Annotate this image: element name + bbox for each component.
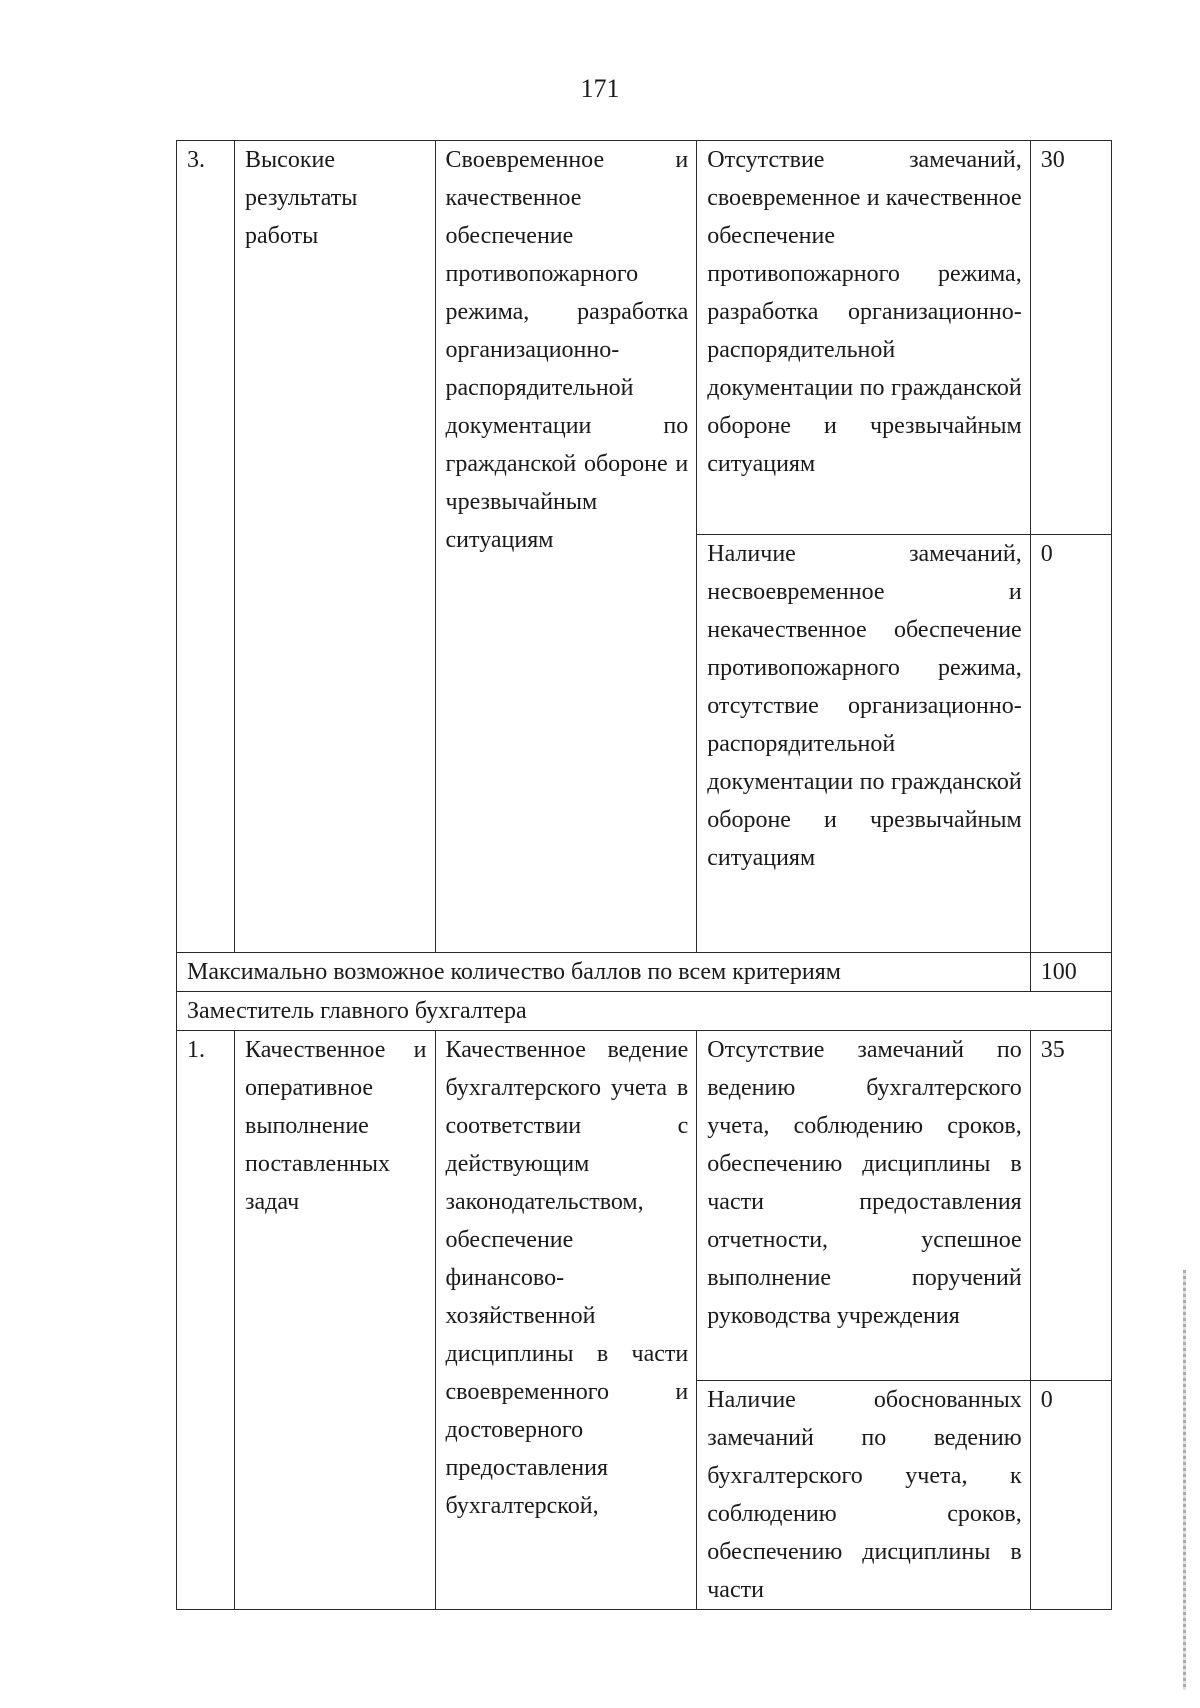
condition-cell: Наличие обоснованных замечаний по ведению бухгалтерского учета, к соблюдению сроков, обеспечению дисциплины в части (697, 1381, 1030, 1610)
page-number: 171 (580, 74, 620, 103)
table-row (177, 141, 1112, 535)
indicator-cell: Своевременное и качественное обеспечение противопожарного режима, разработка организационно-распорядительной документации по гражданской обороне и чрезвычайным ситуациям (435, 141, 697, 953)
section-row (177, 992, 1112, 1031)
max-score-label: Максимально возможное количество баллов по всем критериям (177, 953, 1031, 992)
section-title: Заместитель главного бухгалтера (177, 992, 1112, 1031)
indicator-cell: Качественное ведение бухгалтерского учета в соответствии с действующим законодательством, обеспечение финансово-хозяйственной дисциплины в части своевременного и достоверного предоставления бухгалтерской, (435, 1031, 697, 1610)
criterion-cell: Высокие результаты работы (235, 141, 436, 953)
scan-edge-artifact (1183, 1270, 1186, 1690)
max-score-value: 100 (1030, 953, 1111, 992)
criterion-cell: Качественное и оперативное выполнение поставленных задач (235, 1031, 436, 1610)
score-cell: 0 (1030, 535, 1111, 953)
condition-cell: Отсутствие замечаний по ведению бухгалтерского учета, соблюдению сроков, обеспечению дисциплины в части предоставления отчетности, успешное выполнение поручений руководства учреждения (697, 1031, 1030, 1381)
score-cell: 35 (1030, 1031, 1111, 1381)
condition-cell: Наличие замечаний, несвоевременное и некачественное обеспечение противопожарного режима, отсутствие организационно-распорядительной документации по гражданской обороне и чрезвычайным ситуациям (697, 535, 1030, 953)
condition-cell: Отсутствие замечаний, своевременное и качественное обеспечение противопожарного режима, разработка организационно-распорядительной документации по гражданской обороне и чрезвычайным ситуациям (697, 141, 1030, 535)
row-number: 3. (177, 141, 235, 953)
score-cell: 0 (1030, 1381, 1111, 1610)
table-row (177, 1031, 1112, 1381)
row-number: 1. (177, 1031, 235, 1610)
score-cell: 30 (1030, 141, 1111, 535)
max-score-row (177, 953, 1112, 992)
criteria-table (176, 140, 1112, 1610)
